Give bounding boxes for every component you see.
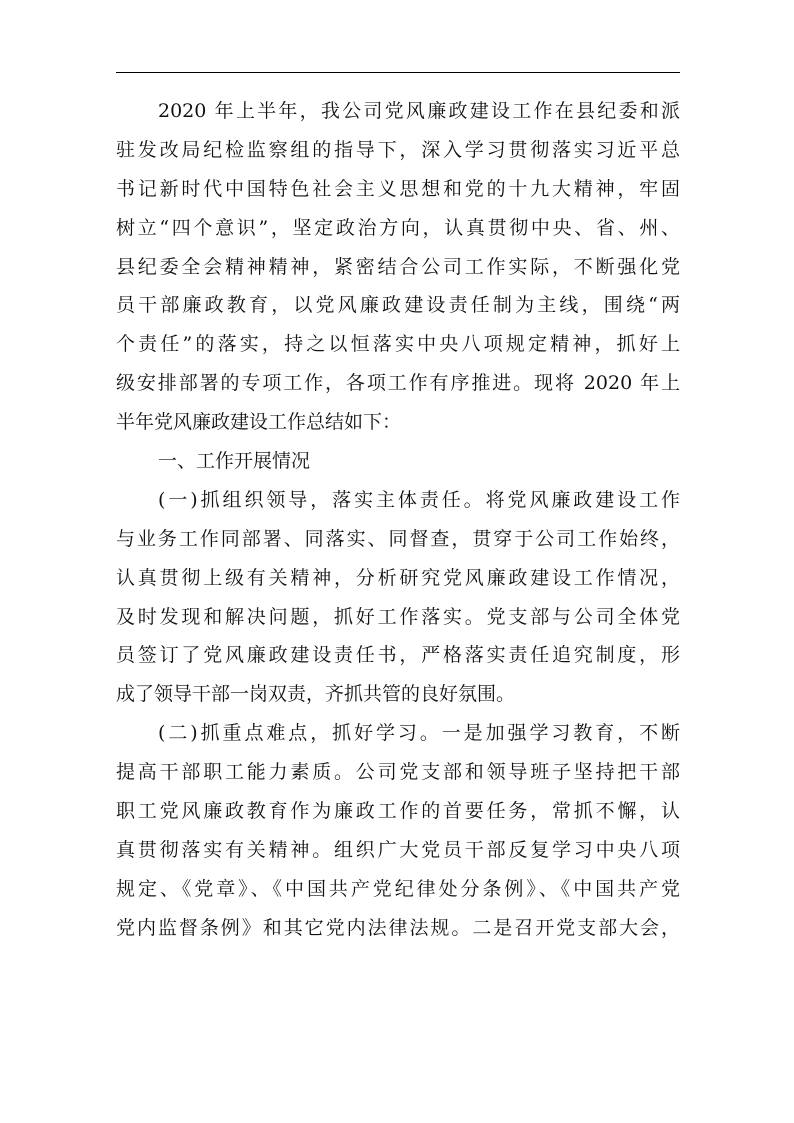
- text-line: 党内监督条例》和其它党内法律法规。二是召开党支部大会，: [116, 916, 680, 939]
- text-line: 县纪委全会精神精神，紧密结合公司工作实际，不断强化党: [116, 255, 680, 278]
- text-line: 2020 年上半年，我公司党风廉政建设工作在县纪委和派: [158, 100, 680, 122]
- text-line: 驻发改局纪检监察组的指导下，深入学习贯彻落实习近平总: [116, 138, 680, 161]
- paragraph-section-1: [116, 481, 680, 714]
- text-line: 成了领导干部一岗双责，齐抓共管的良好氛围。: [116, 683, 516, 706]
- text-line: 及时发现和解决问题，抓好工作落实。党支部与公司全体党: [116, 605, 680, 628]
- header-rule: [116, 72, 680, 73]
- text-line: 职工党风廉政教育作为廉政工作的首要任务，常抓不懈，认: [116, 800, 680, 823]
- text-line: 个责任”的落实，持之以恒落实中央八项规定精神，抓好上: [116, 333, 680, 356]
- text-line: 提高干部职工能力素质。公司党支部和领导班子坚持把干部: [116, 761, 680, 784]
- text-line: 认真贯彻上级有关精神，分析研究党风廉政建设工作情况，: [116, 566, 680, 589]
- text-line: 级安排部署的专项工作，各项工作有序推进。现将 2020 年上: [116, 372, 680, 395]
- text-line: 员干部廉政教育，以党风廉政建设责任制为主线，围绕“两: [116, 294, 680, 317]
- text-line: 半年党风廉政建设工作总结如下：: [116, 411, 402, 434]
- text-line: 书记新时代中国特色社会主义思想和党的十九大精神，牢固: [116, 177, 680, 200]
- document-body: [116, 92, 680, 948]
- text-line: (一)抓组织领导，落实主体责任。将党风廉政建设工作: [158, 488, 680, 511]
- text-line: 真贯彻落实有关精神。组织广大党员干部反复学习中央八项: [116, 838, 680, 861]
- paragraph-section-2: [116, 714, 680, 947]
- text-line: 规定、《党章》、《中国共产党纪律处分条例》、《中国共产党: [116, 877, 680, 900]
- text-line: 树立“四个意识”，坚定政治方向，认真贯彻中央、省、州、: [116, 216, 680, 239]
- paragraph-heading-1: [116, 442, 680, 481]
- text-line: (二)抓重点难点，抓好学习。一是加强学习教育，不断: [158, 722, 680, 745]
- text-line: 员签订了党风廉政建设责任书，严格落实责任追究制度，形: [116, 644, 680, 667]
- text-line: 与业务工作同部署、同落实、同督查，贯穿于公司工作始终，: [116, 527, 680, 550]
- paragraph-intro: [116, 92, 680, 442]
- text-line: 一、工作开展情况: [158, 450, 311, 473]
